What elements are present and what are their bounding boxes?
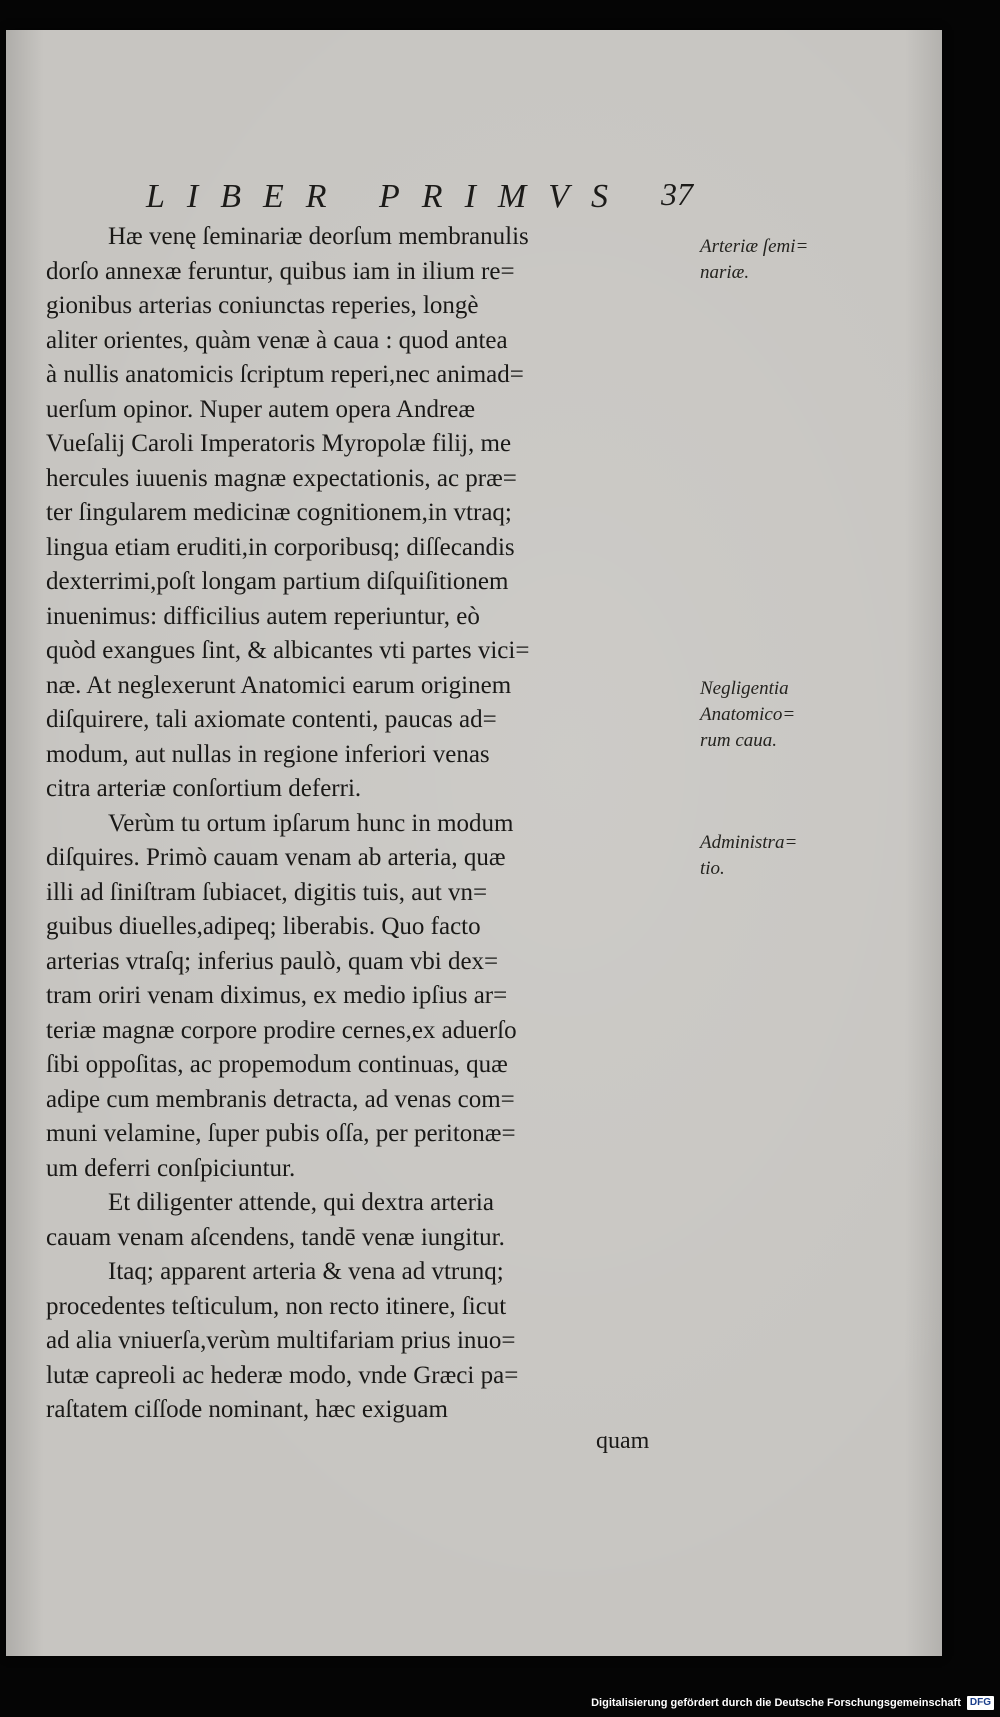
margin-note-line: nariæ. bbox=[700, 262, 750, 283]
text-line: um deferri conſpiciuntur. bbox=[46, 1154, 296, 1182]
text-line: dorſo annexæ feruntur, quibus iam in ilium re= bbox=[46, 257, 515, 285]
text-line: Verùm tu ortum ipſarum hunc in modum bbox=[108, 809, 514, 837]
text-line: inuenimus: difficilius autem reperiuntur, eò bbox=[46, 602, 480, 630]
text-line: illi ad ſiniſtram ſubiacet, digitis tuis, aut vn= bbox=[46, 878, 488, 906]
text-line: ſibi oppoſitas, ac propemodum continuas, quæ bbox=[46, 1051, 508, 1078]
text-line: gionibus arterias coniunctas reperies, longè bbox=[46, 292, 479, 319]
margin-note-line: Negligentia bbox=[700, 678, 789, 699]
text-line: diſquirere, tali axiomate contenti, paucas ad= bbox=[46, 706, 497, 733]
text-line: adipe cum membranis detracta, ad venas com= bbox=[46, 1085, 515, 1113]
text-line: cauam venam aſcendens, tandē venæ iungitur. bbox=[46, 1223, 505, 1251]
text-line: raſtatem ciſſode nominant, hæc exiguam bbox=[46, 1396, 448, 1423]
text-line: Vueſalij Caroli Imperatoris Myropolæ filij, me bbox=[46, 430, 512, 457]
text-line: uerſum opinor. Nuper autem opera Andreæ bbox=[46, 395, 476, 423]
text-line: quòd exangues ſint, & albicantes vti partes vici= bbox=[46, 637, 530, 664]
text-line: Itaq; apparent arteria & vena ad vtrunq; bbox=[108, 1258, 504, 1285]
margin-note-negligentia bbox=[700, 676, 890, 754]
text-line: hercules iuuenis magnæ expectationis, ac præ= bbox=[46, 464, 517, 492]
margin-note-line: Administra= bbox=[700, 832, 798, 853]
text-line: næ. At neglexerunt Anatomici earum originem bbox=[46, 671, 512, 699]
margin-note-arteriae-seminariae bbox=[700, 234, 890, 286]
footer-credit: Digitalisierung gefördert durch die Deutsche Forschungsgemeinschaft bbox=[591, 1697, 961, 1709]
margin-note-administratio bbox=[700, 830, 890, 882]
digitization-footer bbox=[591, 1694, 994, 1712]
margin-note-line: rum caua. bbox=[700, 730, 778, 751]
text-line: lutæ capreoli ac hederæ modo, vnde Græci pa= bbox=[46, 1361, 519, 1389]
page-number: 37 bbox=[661, 176, 693, 212]
text-line: dexterrimi,poſt longam partium diſquiſitionem bbox=[46, 568, 509, 595]
text-line: à nullis anatomicis ſcriptum reperi,nec animad= bbox=[46, 361, 524, 388]
text-line: muni velamine, ſuper pubis oſſa, per peritonæ= bbox=[46, 1120, 516, 1147]
catchword: quam bbox=[596, 1428, 650, 1454]
text-line: teriæ magnæ corpore prodire cernes,ex aduerſo bbox=[46, 1016, 517, 1044]
text-line: ter ſingularem medicinæ cognitionem,in vtraq; bbox=[46, 499, 512, 526]
text-line: arterias vtraſq; inferius paulò, quam vbi dex= bbox=[46, 947, 499, 975]
dfg-logo: DFG bbox=[967, 1696, 994, 1710]
text-line: procedentes teſticulum, non recto itinere, ſicut bbox=[46, 1292, 507, 1320]
text-line: modum, aut nullas in regione inferiori venas bbox=[46, 740, 490, 768]
main-text-block bbox=[46, 220, 686, 1428]
text-line: aliter orientes, quàm venæ à caua : quod antea bbox=[46, 326, 508, 354]
book-page bbox=[6, 30, 942, 1656]
text-line: ad alia vniuerſa,verùm multifariam prius inuo= bbox=[46, 1327, 516, 1354]
margin-note-line: tio. bbox=[700, 858, 725, 879]
text-line: diſquires. Primò cauam venam ab arteria, quæ bbox=[46, 844, 506, 871]
text-line: lingua etiam eruditi,in corporibusq; diſſecandis bbox=[46, 533, 515, 561]
text-line: guibus diuelles,adipeq; liberabis. Quo facto bbox=[46, 913, 481, 940]
text-line: Et diligenter attende, qui dextra arteria bbox=[108, 1189, 494, 1216]
text-line: citra arteriæ conſortium deferri. bbox=[46, 775, 362, 802]
text-line: tram oriri venam diximus, ex medio ipſius ar= bbox=[46, 982, 508, 1009]
margin-note-line: Arteriæ ſemi= bbox=[700, 236, 809, 257]
text-line: Hæ venę ſeminariæ deorſum membranulis bbox=[108, 223, 529, 250]
margin-note-line: Anatomico= bbox=[700, 704, 796, 725]
running-head: LIBER PRIMVS bbox=[146, 178, 630, 215]
